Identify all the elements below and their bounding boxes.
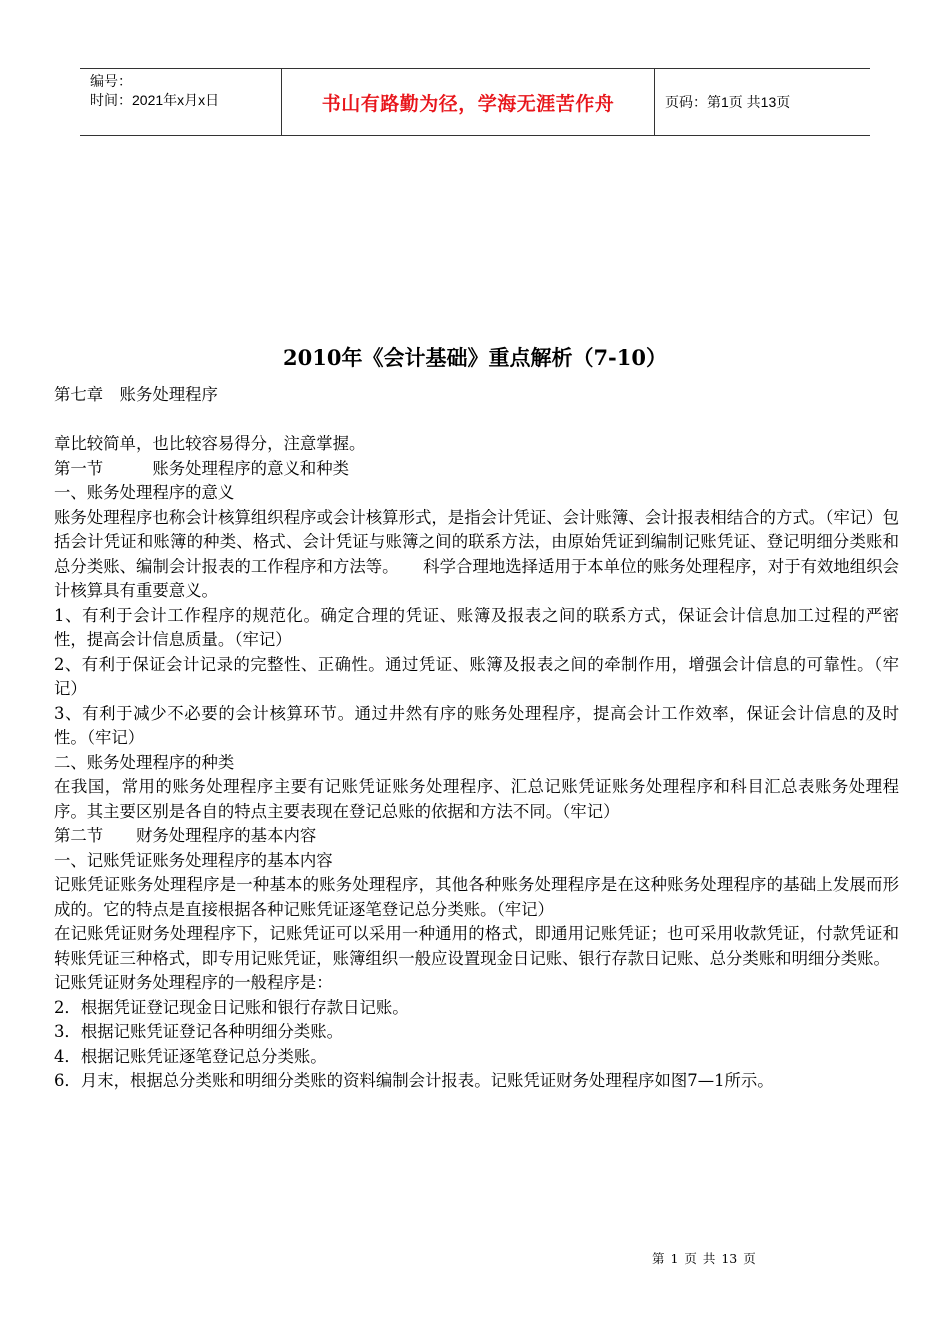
paragraph: 记账凭证账务处理程序是一种基本的账务处理程序，其他各种账务处理程序是在这种账务处理程序的基础上发展而形成的。它的特点是直接根据各种记账凭证逐笔登记总分类账。（牢记） bbox=[54, 875, 899, 919]
motto: 书山有路勤为径，学海无涯苦作舟 bbox=[282, 69, 655, 135]
paragraph: 在我国，常用的账务处理程序主要有记账凭证账务处理程序、汇总记账凭证账务处理程序和科目汇总表账务处理程序。其主要区别是各自的特点主要表现在登记总账的依据和方法不同。（牢记） bbox=[54, 777, 899, 821]
list-item: 2．根据凭证登记现金日记账和银行存款日记账。 bbox=[54, 997, 409, 1017]
paragraph: 账务处理程序也称会计核算组织程序或会计核算形式，是指会计凭证、会计账簿、会计报表相结合的方式。（牢记）包括会计凭证和账簿的种类、格式、会计凭证与账簿之间的联系方法，由原始凭证到编制记账凭证、登记明细分类账和总分类账、编制会计报表的工作程序和方法等。 科学合理地选择适用于本单位的账务处理程序，对于有效地组织会计核算具有重要意义。 bbox=[54, 507, 899, 600]
document-body bbox=[54, 383, 899, 1094]
number-label: 编号： bbox=[90, 73, 132, 89]
list-item: 4．根据记账凭证逐笔登记总分类账。 bbox=[54, 1046, 327, 1066]
paragraph: 在记账凭证财务处理程序下，记账凭证可以采用一种通用的格式，即通用记账凭证；也可采用收款凭证，付款凭证和转账凭证三种格式，即专用记账凭证，账簿组织一般应设置现金日记账、银行存款日记账、总分类账和明细分类账。 bbox=[54, 924, 899, 968]
section-heading: 第二节 财务处理程序的基本内容 bbox=[54, 826, 317, 845]
list-item: 3．根据记账凭证登记各种明细分类账。 bbox=[54, 1022, 344, 1041]
list-item: 2、有利于保证会计记录的完整性、正确性。通过凭证、账簿及报表之间的牵制作用，增强会计信息的可靠性。（牢记） bbox=[54, 654, 899, 698]
paragraph: 记账凭证财务处理程序的一般程序是： bbox=[54, 973, 333, 992]
header-meta bbox=[80, 69, 282, 135]
section-heading: 第一节 账务处理程序的意义和种类 bbox=[54, 458, 350, 478]
list-item: 6．月末，根据总分类账和明细分类账的资料编制会计报表。记账凭证财务处理程序如图7—1所示。 bbox=[54, 1071, 774, 1090]
chapter-heading: 第七章 账务处理程序 bbox=[54, 385, 218, 404]
document-title: 2010年《会计基础》重点解析（7-10） bbox=[283, 345, 667, 370]
header-table bbox=[80, 68, 870, 136]
time-label: 时间：2021年x月x日 bbox=[90, 92, 220, 108]
intro-text: 章比较简单，也比较容易得分，注意掌握。 bbox=[54, 434, 366, 453]
page-footer: 第 1 页 共 13 页 bbox=[652, 1251, 756, 1266]
list-item: 1、有利于会计工作程序的规范化。确定合理的凭证、账簿及报表之间的联系方式，保证会计信息加工过程的严密性，提高会计信息质量。（牢记） bbox=[54, 605, 899, 649]
subheading: 一、账务处理程序的意义 bbox=[54, 483, 235, 502]
subheading: 一、记账凭证账务处理程序的基本内容 bbox=[54, 850, 333, 870]
page-label: 页码：第1页 共13页 bbox=[665, 94, 791, 110]
subheading: 二、账务处理程序的种类 bbox=[54, 752, 235, 772]
list-item: 3、有利于减少不必要的会计核算环节。通过井然有序的账务处理程序，提高会计工作效率，保证会计信息的及时性。（牢记） bbox=[54, 703, 899, 747]
